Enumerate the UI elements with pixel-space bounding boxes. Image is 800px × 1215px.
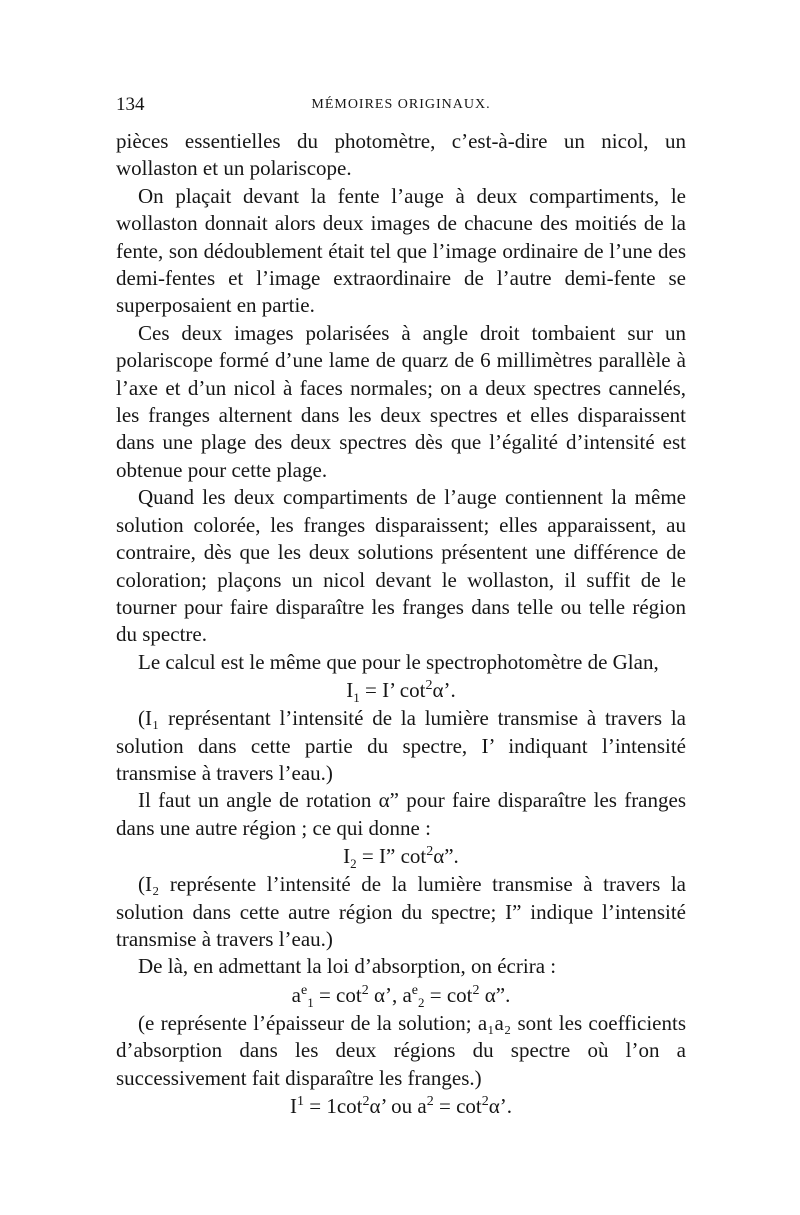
equation-4: $I^1 = 1\cot^2\alpha$’ ou $a^2 = \cot^2\alpha$’. bbox=[289, 1094, 512, 1118]
paragraph: Le calcul est le même que pour le spectrophotomètre de Glan, bbox=[138, 649, 659, 674]
paragraph: Quand les deux compartiments de l’auge contiennent la même solution colorée, les franges disparaissent; elles apparaissent, au contraire, dès que les deux solutions présentent une différence de coloration; plaçons un nicol devant le wollaston, il suffit de le tourner pour faire disparaître les franges dans telle ou telle région du spectre. bbox=[116, 485, 686, 647]
equation-2: $I_2 = I$” $\cot^2\alpha$”. bbox=[343, 844, 459, 872]
paragraph: Ces deux images polarisées à angle droit tombaient sur un polariscope formé d’une lame de quarz de 6 millimètres parallèle à l’axe et d’un nicol à faces normales; on a deux spectres cannelés, les franges alternent dans les deux spectres et elles disparaissent dans une plage des deux spectres dès que l’égalité d’intensité est obtenue pour cette plage. bbox=[116, 320, 686, 482]
paragraph: On plaçait devant la fente l’auge à deux compartiments, le wollaston donnait alors deux images de chacune des moitiés de la fente, son dédoublement était tel que l’image ordinaire de l’une des demi-fentes et l’image extraordinaire de l’autre demi-fente se superposaient en partie. bbox=[116, 183, 686, 318]
page-number: 134 bbox=[116, 94, 145, 115]
running-head: MÉMOIRES ORIGINAUX. bbox=[311, 97, 491, 112]
paragraph: pièces essentielles du photomètre, c’est-à-dire un nicol, un wollaston et un polariscope. bbox=[116, 129, 686, 181]
page-header bbox=[116, 94, 686, 124]
paragraph: Il faut un angle de rotation α” pour faire disparaître les franges dans une autre région ; ce qui donne : bbox=[116, 788, 686, 840]
body-text bbox=[116, 128, 686, 1121]
paragraph: (I₂ représente l’intensité de la lumière transmise à travers la solution dans cette autre région du spectre; I” indique l’intensité transmise à travers l’eau.) bbox=[116, 872, 686, 951]
paragraph: De là, en admettant la loi d’absorption, on écrira : bbox=[138, 954, 557, 979]
equation-3: $a^e_1 = \cot^2 \alpha$’, $a^e_2 = \cot^2 \alpha$”. bbox=[291, 982, 511, 1010]
paragraph: (I₁ représentant l’intensité de la lumière transmise à travers la solution dans cette partie du spectre, I’ indiquant l’intensité transmise à travers l’eau.) bbox=[116, 706, 686, 785]
equation-1: $I_1 = I$’ $\cot^2\alpha$’. bbox=[346, 678, 456, 706]
paragraph: (e représente l’épaisseur de la solution; a₁a₂ sont les coefficients d’absorption dans les deux régions du spectre où l’on a successivement fait disparaître les franges.) bbox=[116, 1010, 686, 1090]
